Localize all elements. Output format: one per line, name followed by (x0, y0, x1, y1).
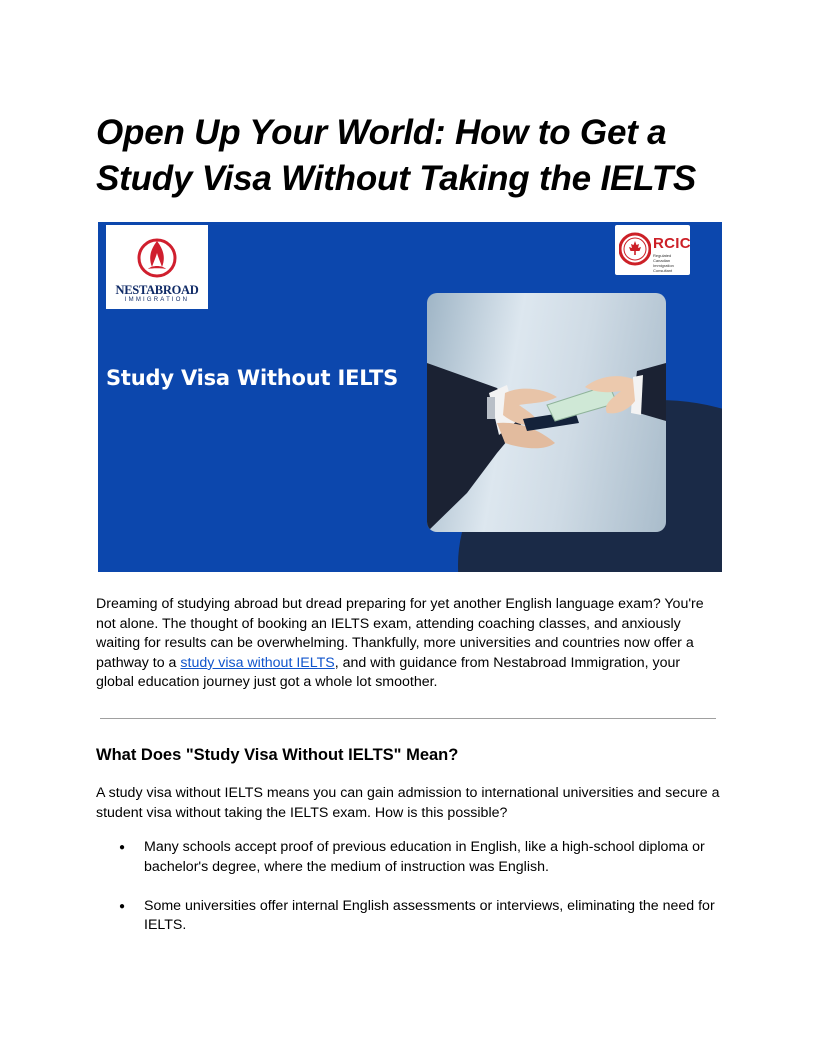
intro-text: Dreaming of studying abroad but dread preparing for yet another English language exam? You're not alone. The thought of booking an IELTS exam, attending coaching classes, and anxiously waiting for results can be overwhelming. Thankfully, more universities and countries now offer a pathway to a (96, 596, 704, 671)
intro-paragraph (96, 595, 720, 693)
rcic-subtitle: Regulated Canadian Immigration Consultant (653, 253, 674, 273)
rcic-badge (615, 225, 690, 275)
intro-text-continued: , and with guidance from Nestabroad Immigration, your global education journey just got a whole lot smoother. (96, 654, 681, 691)
section-paragraph: A study visa without IELTS means you can gain admission to international universities and secure a student visa without taking the IELTS exam. How is this possible? (96, 785, 720, 821)
document-title (96, 110, 736, 202)
maple-leaf-seal-icon (619, 232, 651, 266)
hero-banner (98, 222, 722, 572)
list-item: ● Some universities offer internal English assessments or interviews, eliminating the need for IELTS. (96, 897, 720, 936)
bullet-list (96, 838, 720, 956)
photo-illustration (427, 293, 666, 532)
title-line: Open Up Your World: How to Get a (96, 113, 667, 152)
flame-bird-logo-icon (136, 235, 178, 281)
banner-heading: Study Visa Without IELTS (106, 366, 398, 390)
hands-passing-passport-photo (427, 293, 666, 532)
list-item: ● Many schools accept proof of previous education in English, like a high-school diploma or bachelor's degree, where the medium of instruction was English. (96, 838, 720, 877)
logo-subtitle: IMMIGRATION (124, 297, 190, 303)
study-visa-link[interactable]: study visa without IELTS (180, 654, 335, 671)
rcic-label: RCIC (653, 235, 691, 252)
nestabroad-logo (106, 225, 208, 309)
horizontal-divider (100, 718, 716, 719)
section-heading: What Does "Study Visa Without IELTS" Mean? (96, 746, 459, 764)
logo-name: NESTABROAD (115, 283, 199, 297)
title-line: Study Visa Without Taking the IELTS (96, 159, 697, 198)
